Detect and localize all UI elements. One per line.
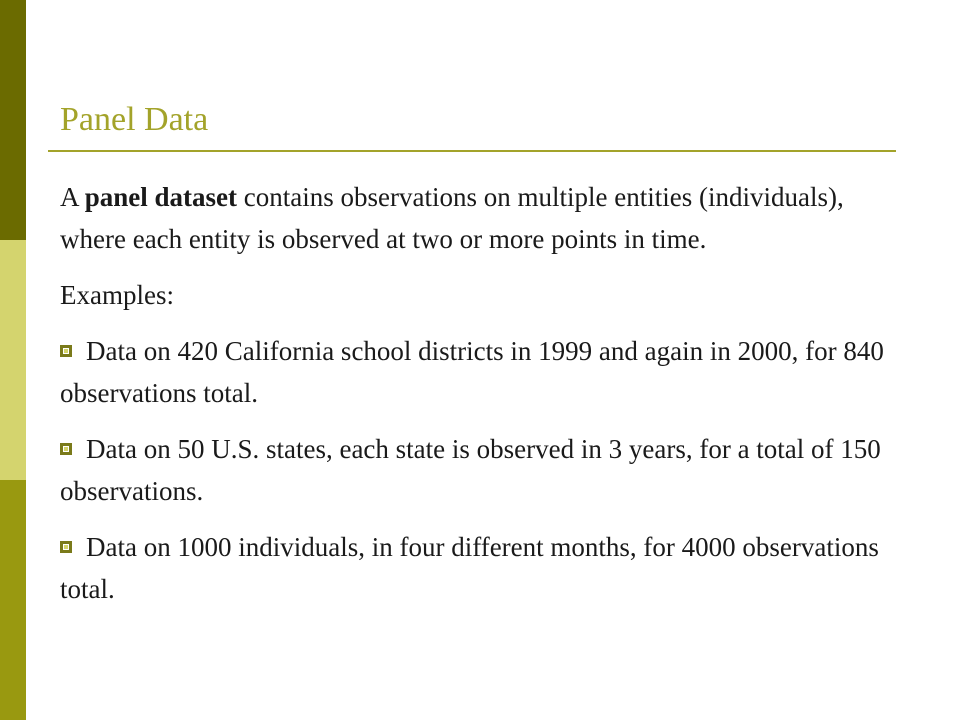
title-underline-rule <box>48 150 896 152</box>
example-bullet-text: Data on 420 California school districts in 1999 and again in 2000, for 840 observations total. <box>60 336 884 408</box>
side-accent-bar <box>0 0 26 720</box>
square-bullet-icon <box>60 541 72 553</box>
examples-label: Examples: <box>60 280 174 310</box>
side-bar-middle-segment <box>0 240 26 480</box>
side-bar-top-segment <box>0 0 26 240</box>
side-bar-bottom-segment <box>0 480 26 720</box>
intro-prefix: A <box>60 182 85 212</box>
example-bullet-text: Data on 50 U.S. states, each state is observed in 3 years, for a total of 150 observations. <box>60 434 881 506</box>
slide-body <box>60 176 900 624</box>
square-bullet-icon <box>60 345 72 357</box>
intro-suffix: contains observations on multiple entities (individuals), where each entity is observed at two or more points in time. <box>60 182 844 254</box>
intro-paragraph <box>60 176 900 260</box>
slide-title: Panel Data <box>60 101 209 138</box>
square-bullet-icon <box>60 443 72 455</box>
example-bullet-1 <box>60 330 900 414</box>
intro-bold-term: panel dataset <box>84 182 238 212</box>
example-bullet-text: Data on 1000 individuals, in four different months, for 4000 observations total. <box>60 532 879 604</box>
example-bullet-3 <box>60 526 900 610</box>
example-bullet-2 <box>60 428 900 512</box>
